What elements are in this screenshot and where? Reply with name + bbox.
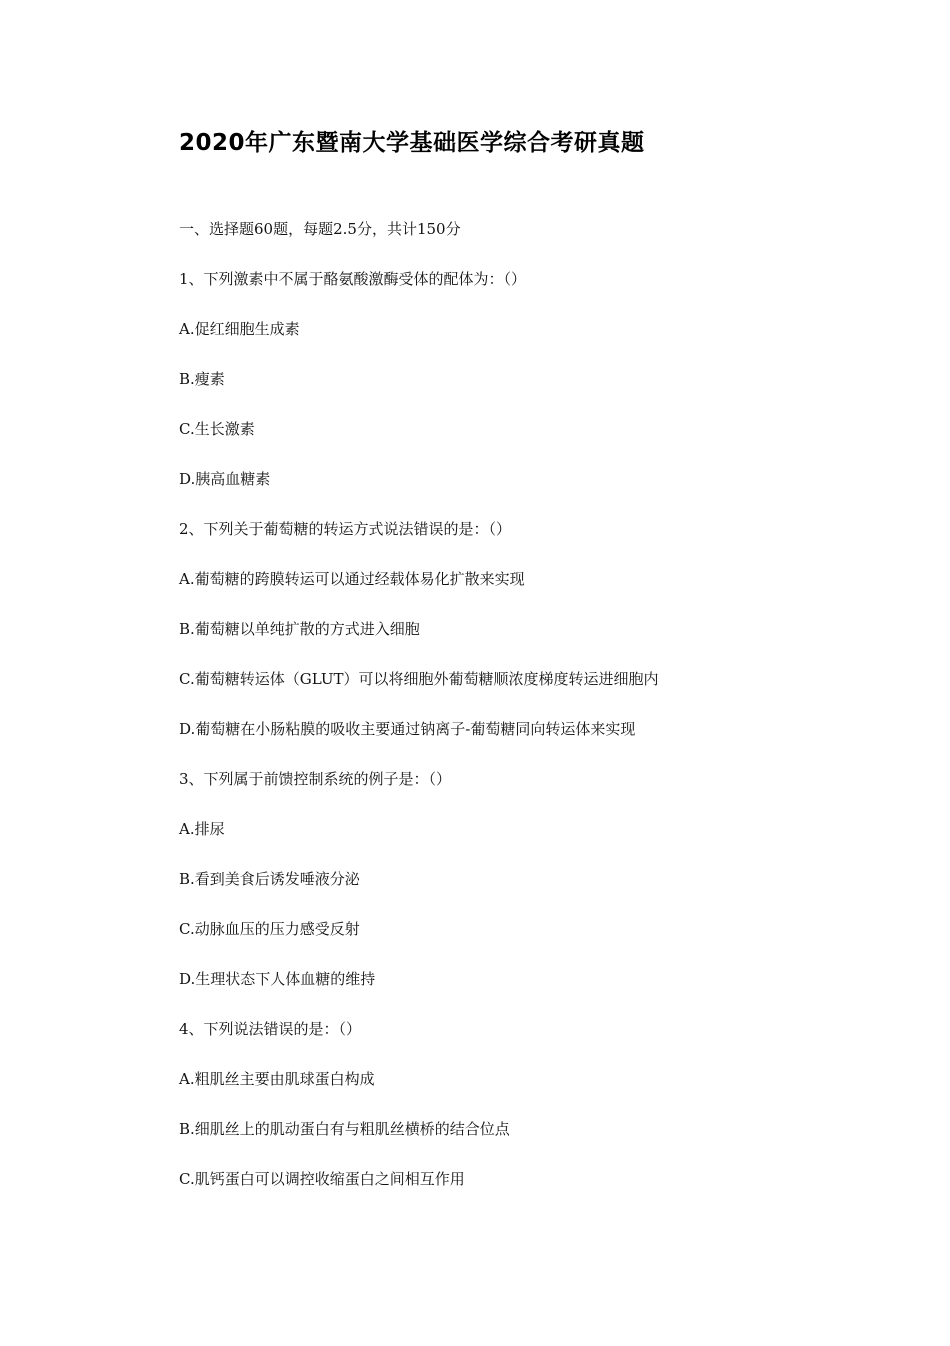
question-3-option-d: D.生理状态下人体血糖的维持 (179, 970, 376, 988)
question-1-option-a: A.促红细胞生成素 (179, 320, 300, 338)
question-1-option-b: B.瘦素 (179, 370, 225, 388)
question-1-option-d: D.胰高血糖素 (179, 470, 271, 488)
question-2-option-d: D.葡萄糖在小肠粘膜的吸收主要通过钠离子-葡萄糖同向转运体来实现 (179, 720, 636, 738)
question-2-stem: 2、下列关于葡萄糖的转运方式说法错误的是：（） (179, 520, 512, 538)
question-3-option-b: B.看到美食后诱发唾液分泌 (179, 870, 360, 888)
question-3-option-a: A.排尿 (179, 820, 225, 838)
question-3-option-c: C.动脉血压的压力感受反射 (179, 920, 360, 938)
question-3-stem: 3、下列属于前馈控制系统的例子是：（） (179, 770, 452, 788)
question-1-option-c: C.生长激素 (179, 420, 255, 438)
question-4-option-c: C.肌钙蛋白可以调控收缩蛋白之间相互作用 (179, 1170, 465, 1188)
question-4-option-b: B.细肌丝上的肌动蛋白有与粗肌丝横桥的结合位点 (179, 1120, 510, 1138)
document-body (179, 218, 879, 1218)
page-title: 2020年广东暨南大学基础医学综合考研真题 (179, 130, 645, 156)
question-2-option-a: A.葡萄糖的跨膜转运可以通过经载体易化扩散来实现 (179, 570, 525, 588)
question-2-option-c: C.葡萄糖转运体（GLUT）可以将细胞外葡萄糖顺浓度梯度转运进细胞内 (179, 670, 659, 688)
question-2-option-b: B.葡萄糖以单纯扩散的方式进入细胞 (179, 620, 420, 638)
question-1-stem: 1、下列激素中不属于酪氨酸激酶受体的配体为：（） (179, 270, 527, 288)
question-4-option-a: A.粗肌丝主要由肌球蛋白构成 (179, 1070, 375, 1088)
section-header: 一、选择题60题，每题2.5分，共计150分 (179, 220, 461, 238)
question-4-stem: 4、下列说法错误的是：（） (179, 1020, 362, 1038)
